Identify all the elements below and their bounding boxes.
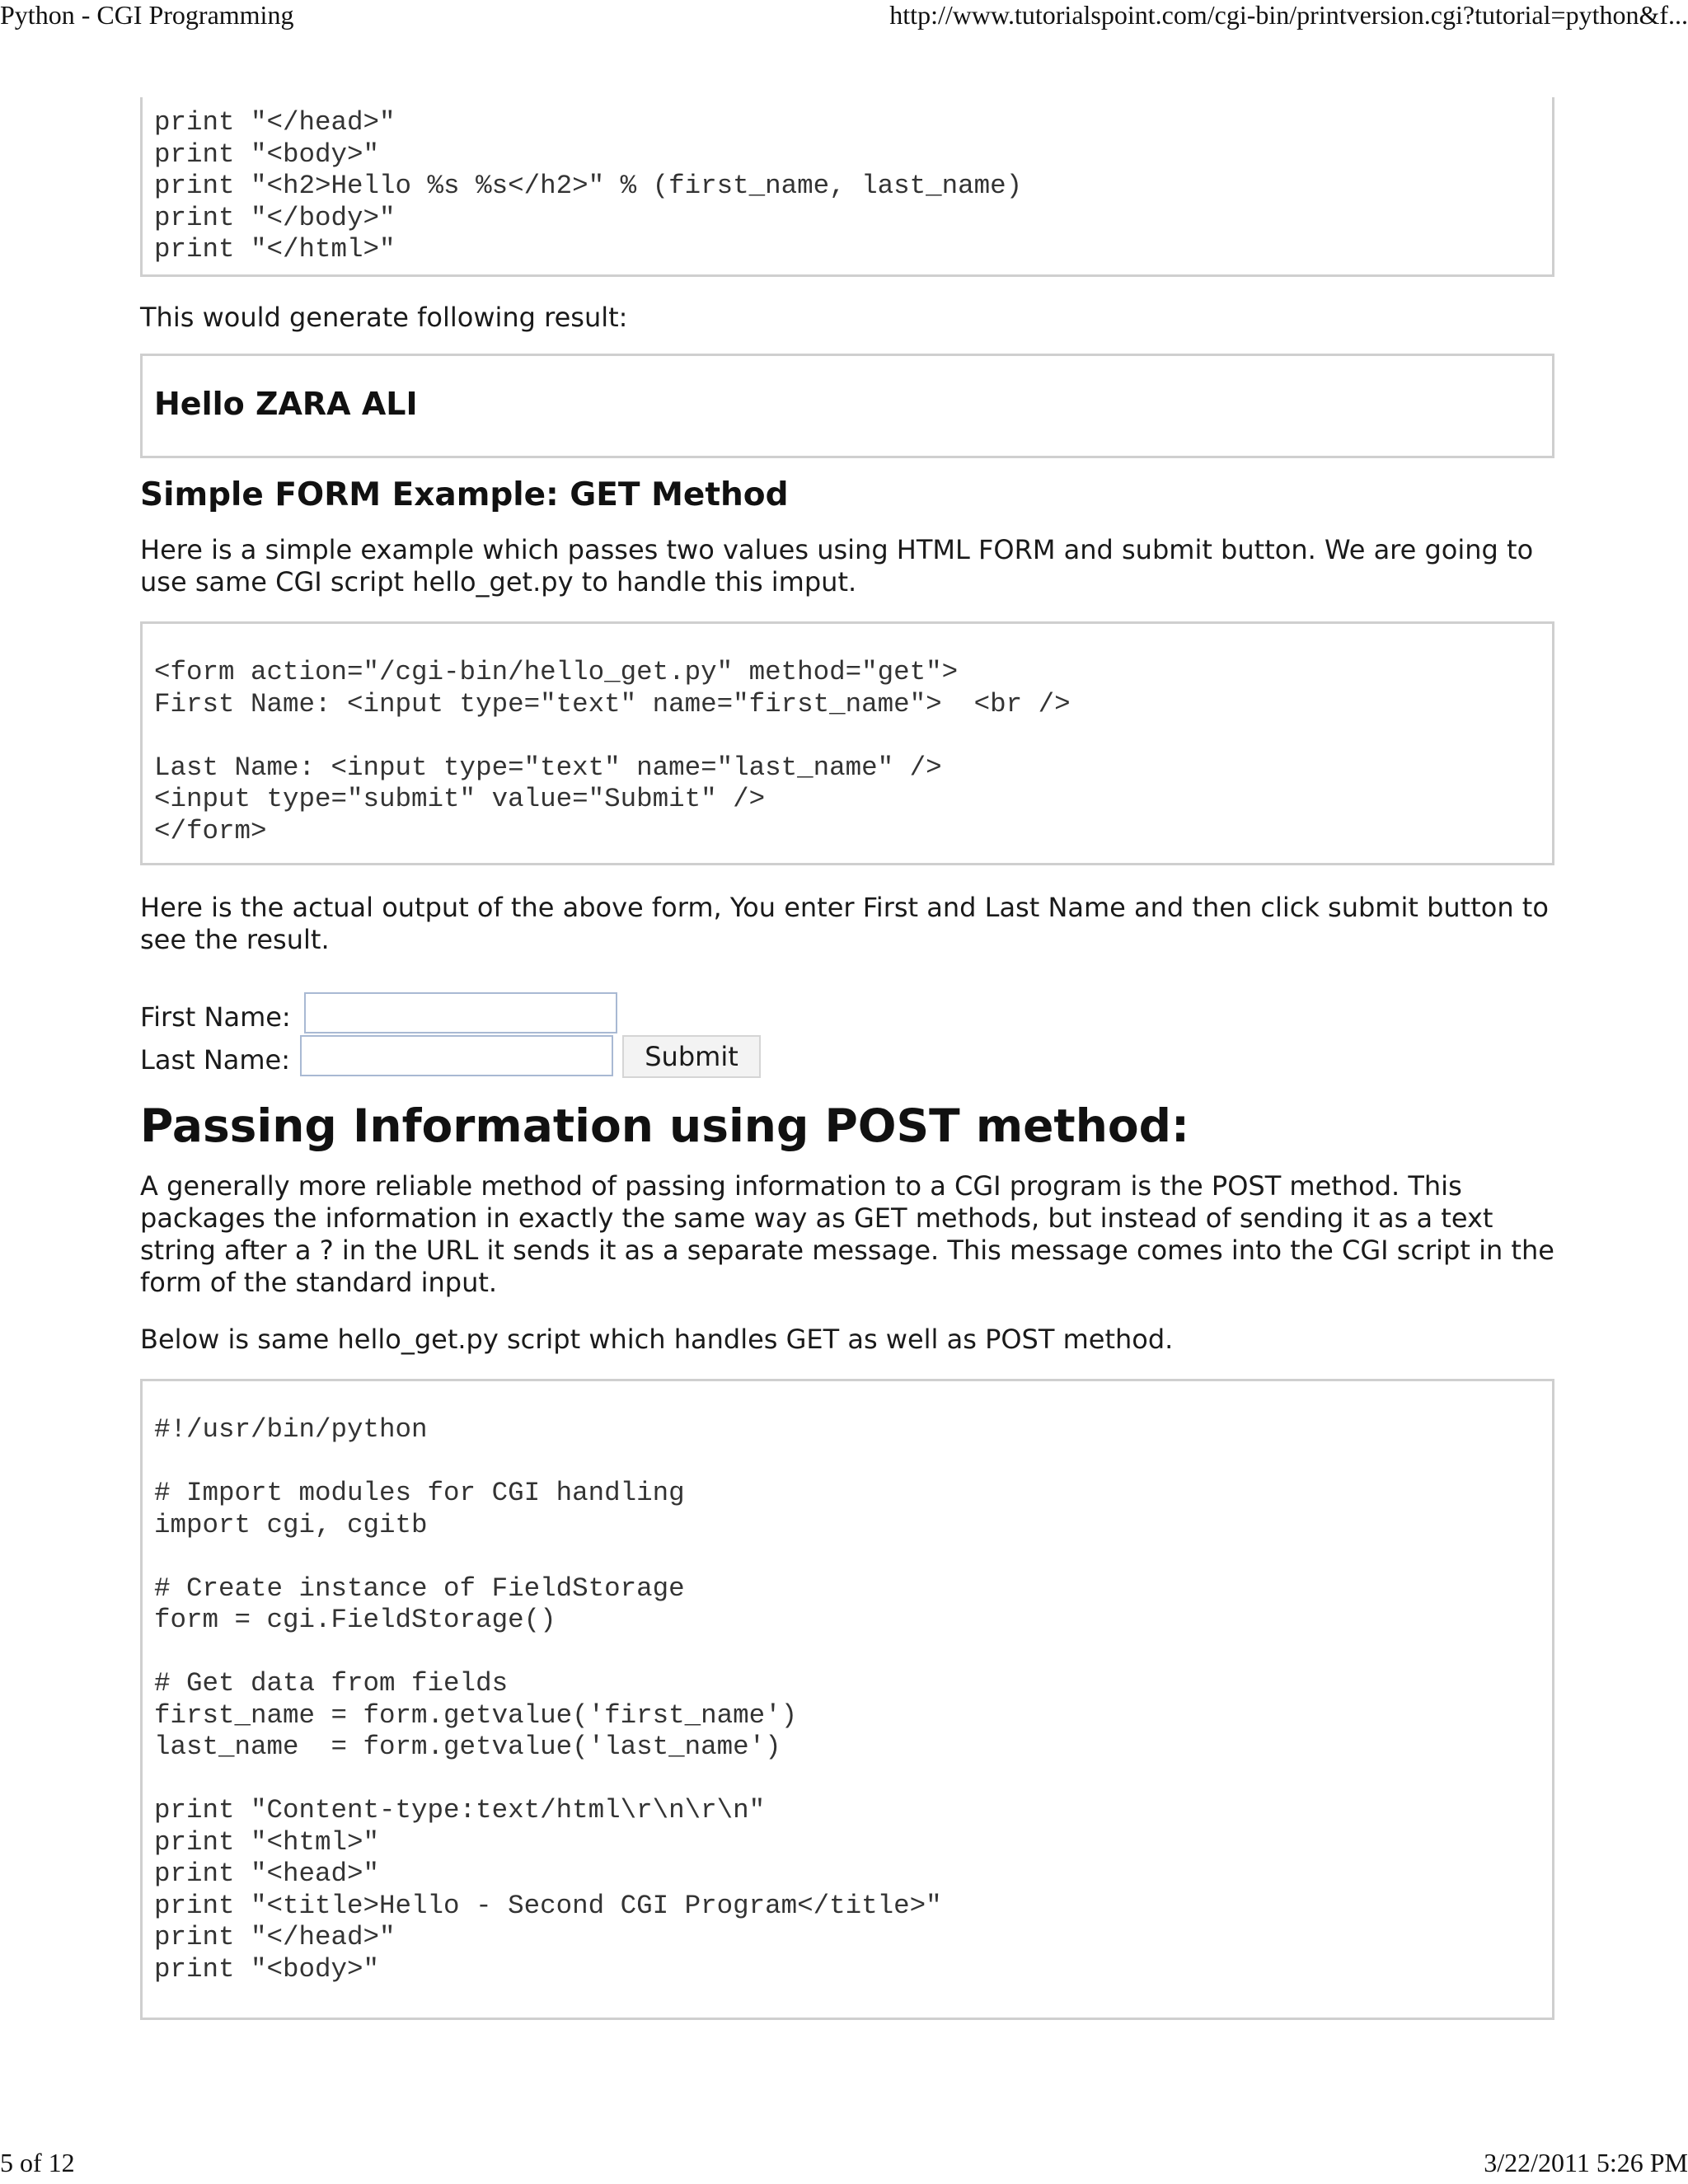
form-intro-paragraph: Here is a simple example which passes two values using HTML FORM and submit button. We are going to use same CGI script hello_get.py to handle this imput. xyxy=(140,534,1534,598)
first-name-input[interactable] xyxy=(304,992,617,1033)
code-block-post-script xyxy=(140,1379,1554,2020)
code-text: #!/usr/bin/python # Import modules for CGI handling import cgi, cgitb # Create instance of FieldStorage form = cgi.FieldStorage() # Get data from fields first_name = form.getvalue('first_name') last_name = form.getvalue('last_name') print "Content-type:text/html\r\n\r\n" print "<html>" print "<head>" print "<title>Hello - Second CGI Program</title>" print "</head>" print "<body>" xyxy=(154,1414,942,1985)
page-number: 5 of 12 xyxy=(0,2148,75,2177)
page-title: Python - CGI Programming xyxy=(0,0,294,30)
demo-form xyxy=(140,992,1554,1078)
submit-button[interactable]: Submit xyxy=(622,1035,761,1078)
last-name-input[interactable] xyxy=(300,1035,613,1076)
first-name-label: First Name: xyxy=(140,1001,291,1033)
result-box xyxy=(140,354,1554,458)
output-intro-paragraph: Here is the actual output of the above form, You enter First and Last Name and then click submit button to see the result. xyxy=(140,892,1549,955)
last-name-row xyxy=(140,1035,1554,1078)
section-heading-post: Passing Information using POST method: xyxy=(140,1099,1190,1152)
first-name-row xyxy=(140,992,1554,1035)
print-footer xyxy=(0,2148,1688,2184)
code-block-form-html xyxy=(140,621,1554,865)
print-header xyxy=(0,0,1688,40)
code-text: <form action="/cgi-bin/hello_get.py" method="get"> First Name: <input type="text" name="first_name"> <br /> Last Name: <input type="text" name="last_name" /> <input type="submit" value="Submit" /> </form> xyxy=(154,657,1071,846)
post-paragraph: A generally more reliable method of passing information to a CGI program is the POST method. This packages the information in exactly the same way as GET methods, but instead of sending it as a text string after a ? in the URL it sends it as a separate message. This message comes into the CGI script in the form of the standard input. xyxy=(140,1170,1554,1298)
code-block-print-output xyxy=(140,97,1554,277)
print-datetime: 3/22/2011 5:26 PM xyxy=(1484,2148,1688,2177)
code-text: print "</head>" print "<body>" print "<h2>Hello %s %s</h2>" % (first_name, last_name) print "</body>" print "</html>" xyxy=(154,107,1023,265)
post-script-intro: Below is same hello_get.py script which handles GET as well as POST method. xyxy=(140,1324,1174,1355)
last-name-label: Last Name: xyxy=(140,1044,291,1076)
section-heading-get-form: Simple FORM Example: GET Method xyxy=(140,476,789,513)
main-content xyxy=(140,97,1554,2020)
result-intro: This would generate following result: xyxy=(140,302,628,333)
result-heading: Hello ZARA ALI xyxy=(154,386,418,422)
page-url: http://www.tutorialspoint.com/cgi-bin/printversion.cgi?tutorial=python&f... xyxy=(889,0,1688,30)
